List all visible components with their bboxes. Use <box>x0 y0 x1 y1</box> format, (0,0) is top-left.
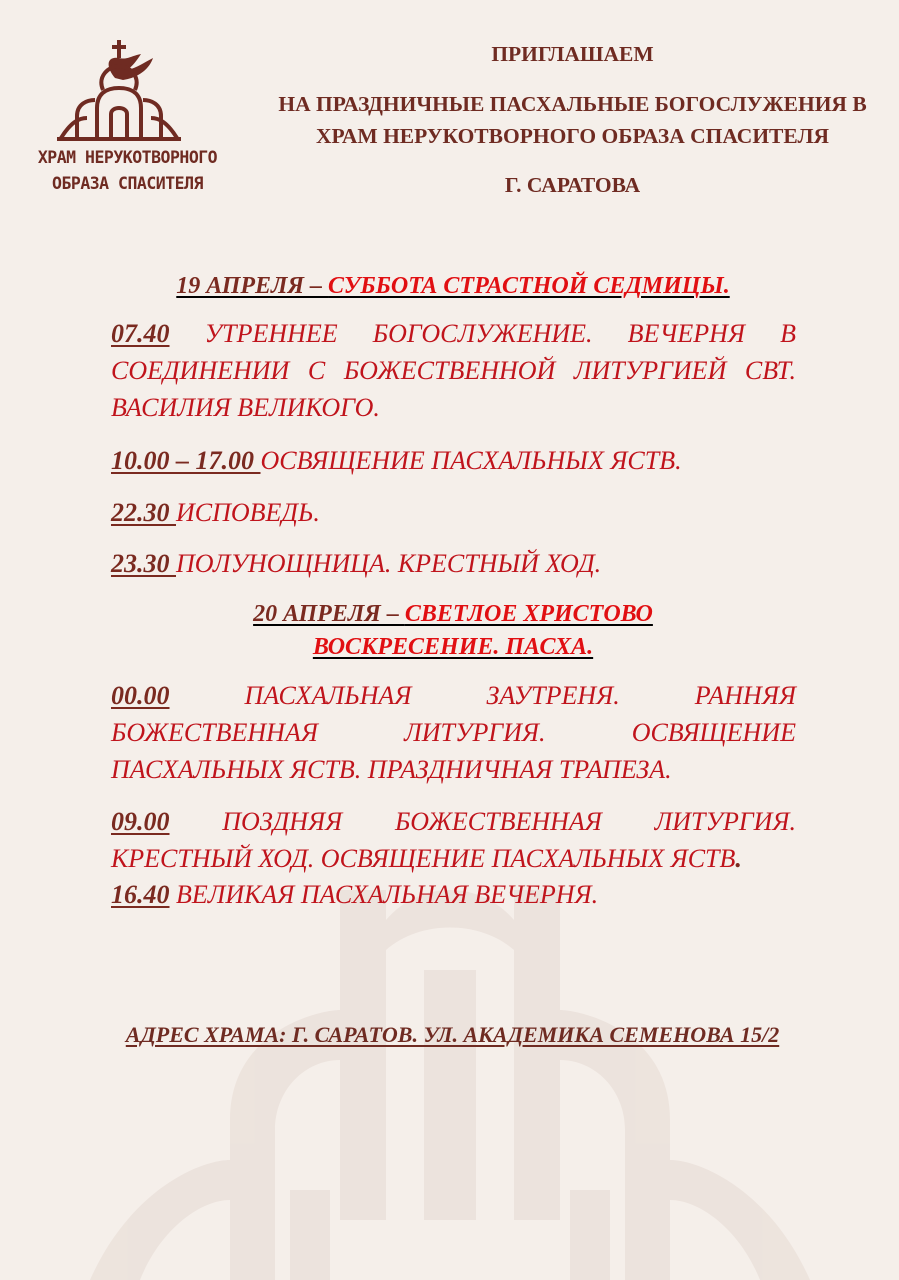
event-text: ОСВЯЩЕНИЕ ПАСХАЛЬНЫХ ЯСТВ. <box>260 446 682 475</box>
event-time: 10.00 – 17.00 <box>111 446 261 475</box>
event-text: УТРЕННЕЕ БОГОСЛУЖЕНИЕ. ВЕЧЕРНЯ В СОЕДИНЕНИИ С БОЖЕСТВЕННОЙ ЛИТУРГИЕЙ СВТ. ВАСИЛИЯ ВЕЛИКОГО. <box>111 319 796 422</box>
event-text: ИСПОВЕДЬ. <box>176 498 320 527</box>
event-time: 16.40 <box>111 880 170 909</box>
schedule-item <box>111 677 796 788</box>
church-address: АДРЕС ХРАМА: Г. САРАТОВ. УЛ. АКАДЕМИКА СЕМЕНОВА 15/2 <box>125 1022 780 1047</box>
event-time: 22.30 <box>111 498 176 527</box>
schedule-item <box>111 315 796 426</box>
logo-text-line2: ОБРАЗА СПАСИТЕЛЯ <box>52 174 203 193</box>
event-time: 09.00 <box>111 807 170 836</box>
header-subtitle-line2: ХРАМ НЕРУКОТВОРНОГО ОБРАЗА СПАСИТЕЛЯ <box>315 124 829 148</box>
logo-text-line1: ХРАМ НЕРУКОТВОРНОГО <box>37 148 218 167</box>
church-dove-icon <box>57 38 197 143</box>
event-text-tail: . <box>735 844 742 873</box>
header-subtitle-line1: НА ПРАЗДНИЧНЫЕ ПАСХАЛЬНЫЕ БОГОСЛУЖЕНИЯ В <box>278 92 867 116</box>
header-city: Г. САРАТОВА <box>504 173 641 197</box>
church-watermark-icon <box>90 860 810 1280</box>
day2-name-line2: ВОСКРЕСЕНИЕ. ПАСХА. <box>312 634 594 660</box>
event-text: ПОЗДНЯЯ БОЖЕСТВЕННАЯ ЛИТУРГИЯ. КРЕСТНЫЙ ХОД. ОСВЯЩЕНИЕ ПАСХАЛЬНЫХ ЯСТВ <box>111 807 796 873</box>
schedule-item <box>111 803 796 877</box>
day1-heading <box>110 270 796 303</box>
day1-date: 19 АПРЕЛЯ – <box>176 273 329 299</box>
schedule-item <box>111 876 796 913</box>
day2-name-line1: СВЕТЛОЕ ХРИСТОВО <box>404 601 653 627</box>
event-text: ВЕЛИКАЯ ПАСХАЛЬНАЯ ВЕЧЕРНЯ. <box>169 880 599 909</box>
event-time: 23.30 <box>111 549 176 578</box>
day1-name: СУББОТА СТРАСТНОЙ СЕДМИЦЫ. <box>328 273 730 299</box>
header-invite: ПРИГЛАШАЕМ <box>491 42 654 66</box>
event-time: 00.00 <box>111 681 170 710</box>
schedule-item <box>111 442 796 479</box>
schedule-item <box>111 545 796 582</box>
event-time: 07.40 <box>111 319 170 348</box>
day2-heading <box>110 598 796 664</box>
day2-date: 20 АПРЕЛЯ – <box>253 601 405 627</box>
schedule-item <box>111 494 796 531</box>
event-text: ПАСХАЛЬНАЯ ЗАУТРЕНЯ. РАННЯЯ БОЖЕСТВЕННАЯ ЛИТУРГИЯ. ОСВЯЩЕНИЕ ПАСХАЛЬНЫХ ЯСТВ. ПРАЗДНИЧНАЯ ТРАПЕЗА. <box>111 681 796 784</box>
event-text: ПОЛУНОЩНИЦА. КРЕСТНЫЙ ХОД. <box>176 549 602 578</box>
church-logo <box>20 38 235 203</box>
